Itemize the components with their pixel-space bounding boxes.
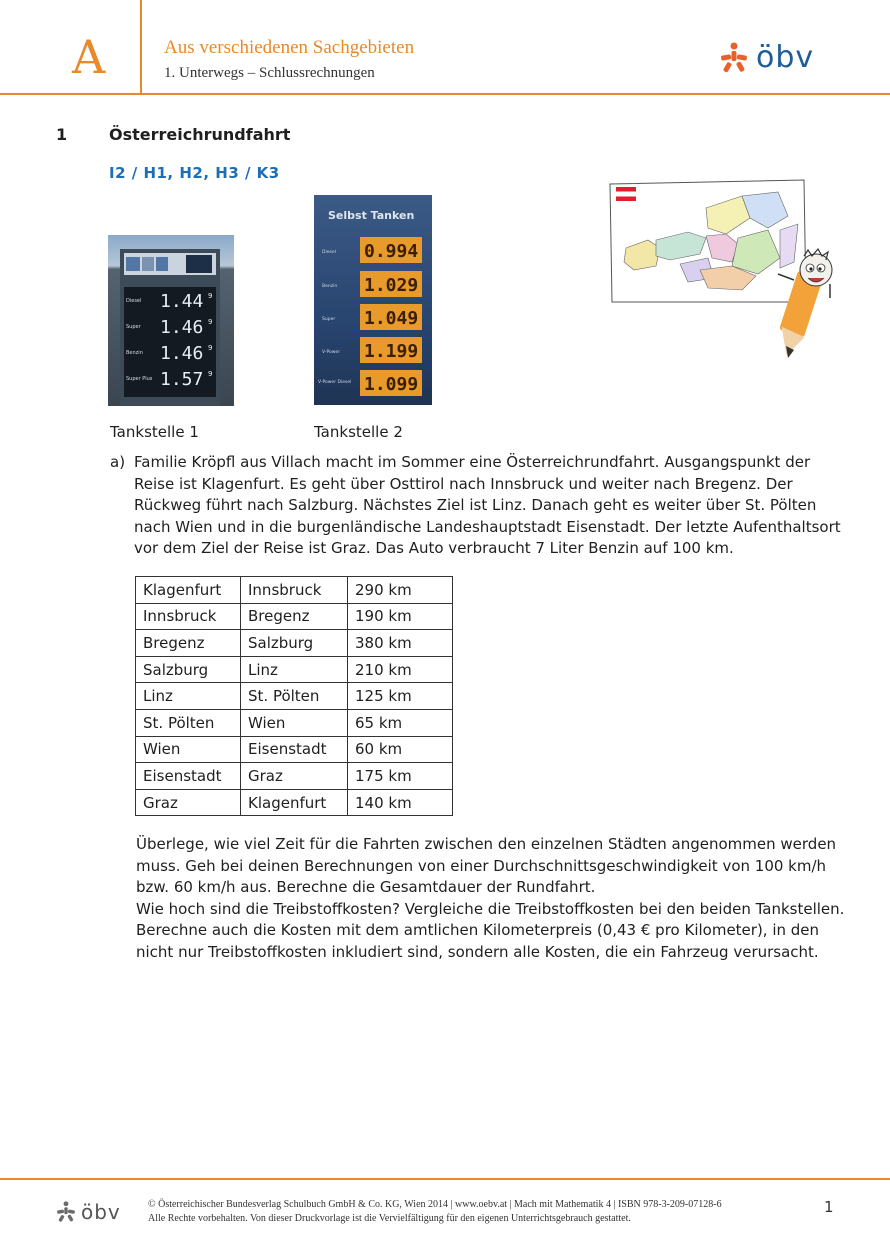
star-logo-icon <box>55 1201 77 1223</box>
sign1-sup-4: 9 <box>208 370 213 378</box>
table-cell-distance: 175 km <box>348 763 453 790</box>
caption-station-1: Tankstelle 1 <box>110 423 199 441</box>
austria-map-illustration <box>608 178 834 360</box>
table-cell-to: Salzburg <box>241 630 348 657</box>
table-row <box>136 603 453 630</box>
chapter-letter: A <box>72 30 106 84</box>
publisher-logo <box>718 40 814 75</box>
chapter-subtitle: 1. Unterwegs – Schlussrechnungen <box>164 65 375 81</box>
sign1-price-4: 1.57 <box>160 369 204 390</box>
sign1-sup-3: 9 <box>208 344 213 352</box>
table-row <box>136 736 453 763</box>
table-cell-from: Wien <box>136 736 241 763</box>
sign1-price-3: 1.46 <box>160 343 204 364</box>
caption-station-2: Tankstelle 2 <box>314 423 403 441</box>
table-cell-to: Klagenfurt <box>241 789 348 816</box>
table-cell-from: Klagenfurt <box>136 577 241 604</box>
instructions-text <box>136 834 846 963</box>
instruction-line: nicht nur Treibstoffkosten inkludiert sind, sondern alle Kosten, die ein Fahrzeug verursacht. <box>136 942 819 961</box>
sign1-sup-2: 9 <box>208 318 213 326</box>
part-a-label: a) <box>110 453 126 471</box>
footer-publisher-logo <box>55 1200 121 1224</box>
table-cell-to: Eisenstadt <box>241 736 348 763</box>
table-row <box>136 577 453 604</box>
sign1-price-1: 1.44 <box>160 291 204 312</box>
sign2-price-2: 1.029 <box>364 275 419 296</box>
exercise-title: Österreichrundfahrt <box>109 125 291 144</box>
sign1-label-3: Benzin <box>126 350 143 356</box>
table-row <box>136 630 453 657</box>
logo-wordmark: öbv <box>756 40 815 75</box>
table-cell-from: Graz <box>136 789 241 816</box>
fuel-price-sign-2 <box>314 195 432 405</box>
table-cell-to: Graz <box>241 763 348 790</box>
chapter-title: Aus verschiedenen Sachgebieten <box>164 37 415 58</box>
part-a-text: Familie Kröpfl aus Villach macht im Sommer eine Österreichrundfahrt. Ausgangspunkt der Reise ist Klagenfurt. Es geht über Osttirol nach Innsbruck und weiter nach Bregenz. Der Rückweg führt nach Salzburg. Nächstes Ziel ist Linz. Danach geht es weiter über St. Pölten nach Wien und in die burgenländische Landeshauptstadt Eisenstadt. Der letzte Aufenthaltsort vor dem Ziel der Reise ist Graz. Das Auto verbraucht 7 Liter Benzin auf 100 km. <box>134 453 841 557</box>
sign2-label-4: V-Power <box>322 350 341 355</box>
table-cell-distance: 380 km <box>348 630 453 657</box>
footer-legal <box>148 1198 722 1226</box>
sign1-price-2: 1.46 <box>160 317 204 338</box>
sign2-price-3: 1.049 <box>364 308 419 329</box>
sign1-sup-1: 9 <box>208 292 213 300</box>
table-cell-from: St. Pölten <box>136 709 241 736</box>
table-cell-distance: 290 km <box>348 577 453 604</box>
table-row <box>136 656 453 683</box>
instruction-line: Wie hoch sind die Treibstoffkosten? Vergleiche die Treibstoffkosten bei den beiden Tankstellen. <box>136 899 845 918</box>
table-cell-distance: 60 km <box>348 736 453 763</box>
page-number: 1 <box>824 1198 834 1216</box>
sign1-label-1: Diesel <box>126 298 142 304</box>
table-cell-from: Linz <box>136 683 241 710</box>
fuel-sign-photo-1 <box>108 235 234 406</box>
header-divider-horizontal <box>0 93 890 95</box>
exercise-number: 1 <box>56 125 68 144</box>
table-cell-from: Innsbruck <box>136 603 241 630</box>
distance-table <box>135 576 453 816</box>
table-cell-distance: 210 km <box>348 656 453 683</box>
instruction-line: Überlege, wie viel Zeit für die Fahrten zwischen den einzelnen Städten angenommen werden <box>136 835 837 853</box>
instruction-line: muss. Geh bei deinen Berechnungen von einer Durchschnittsgeschwindigkeit von 100 km/h <box>136 856 827 875</box>
sign2-label-2: Benzin <box>322 284 338 289</box>
competence-codes: I2 / H1, H2, H3 / K3 <box>109 164 280 182</box>
table-cell-to: St. Pölten <box>241 683 348 710</box>
footer-divider <box>0 1178 890 1180</box>
sign2-price-4: 1.199 <box>364 341 419 362</box>
table-cell-to: Wien <box>241 709 348 736</box>
footer-copyright: © Österreichischer Bundesverlag Schulbuch GmbH & Co. KG, Wien 2014 | www.oebv.at | Mach mit Mathematik 4 | ISBN 978-3-209-07128-6 <box>148 1199 722 1210</box>
table-cell-to: Innsbruck <box>241 577 348 604</box>
sign2-label-3: Super <box>322 317 336 322</box>
table-row <box>136 763 453 790</box>
star-logo-icon <box>718 42 750 74</box>
sign2-price-5: 1.099 <box>364 374 419 395</box>
table-cell-from: Bregenz <box>136 630 241 657</box>
table-cell-distance: 140 km <box>348 789 453 816</box>
table-row <box>136 709 453 736</box>
table-cell-distance: 65 km <box>348 709 453 736</box>
table-cell-distance: 190 km <box>348 603 453 630</box>
instruction-line: bzw. 60 km/h aus. Berechne die Gesamtdauer der Rundfahrt. <box>136 878 596 896</box>
sign2-price-1: 0.994 <box>364 241 419 262</box>
table-cell-from: Salzburg <box>136 656 241 683</box>
instruction-line: Berechne auch die Kosten mit dem amtlichen Kilometerpreis (0,43 € pro Kilometer), in den <box>136 921 820 939</box>
fuel-sign-photo-2 <box>314 195 432 405</box>
table-cell-to: Linz <box>241 656 348 683</box>
fuel-price-sign-1 <box>108 235 234 406</box>
sign1-label-2: Super <box>126 324 141 330</box>
footer-logo-wordmark: öbv <box>81 1200 121 1224</box>
table-row <box>136 683 453 710</box>
footer-rights: Alle Rechte vorbehalten. Von dieser Druckvorlage ist die Vervielfältigung für den eigenen Unterrichtsgebrauch gestattet. <box>148 1213 631 1224</box>
table-cell-distance: 125 km <box>348 683 453 710</box>
sign2-brand: Selbst Tanken <box>328 209 415 222</box>
table-cell-from: Eisenstadt <box>136 763 241 790</box>
table-cell-to: Bregenz <box>241 603 348 630</box>
sign1-label-4: Super Plus <box>126 376 153 382</box>
header-divider-vertical <box>140 0 142 94</box>
sign2-label-1: Diesel <box>322 250 336 255</box>
table-row <box>136 789 453 816</box>
sign2-label-5: V-Power Diesel <box>318 380 352 385</box>
